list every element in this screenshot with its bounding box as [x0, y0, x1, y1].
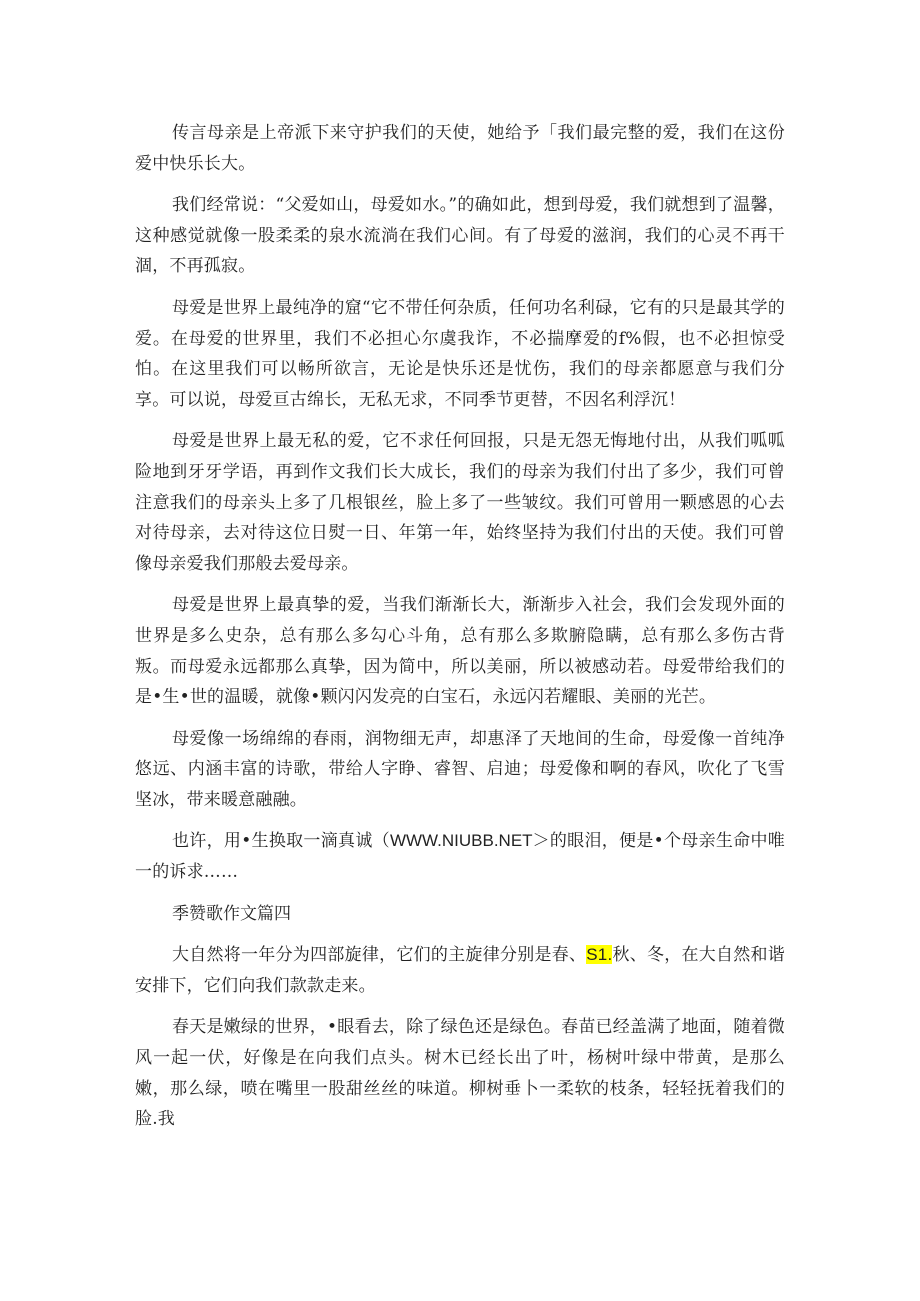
section-heading: 季赞歌作文篇四 [172, 903, 291, 924]
paragraph-spring-green: 春天是嫩绿的世界，•眼看去，除了绿色还是绿色。春苗已经盖满了地面，随着微风一起一伏，好像是在向我们点头。树木已经长出了叶，杨树叶绿中带黄，是那么嫩，那么绿，喷在嘴里一股甜丝丝的味道。柳树垂卜一柔软的枝条，轻轻抚着我们的脸.我 [135, 1017, 785, 1130]
paragraph-purest-love: 母爱是世界上最纯净的窟“它不带任何杂质，任何功名利碌，它有的只是最其学的爱。在母爱的世界里，我们不必担心尔虞我诈，不必揣摩爱的f%假，也不必担惊受怕。在这里我们可以畅所欲言，无论是快乐还是忧伤，我们的母亲都愿意与我们分享。可以说，母爱亘古绵长，无私无求，不同季节更替，不因名利浮沉！ [135, 297, 785, 410]
paragraph-sincere-love: 母爱是世界上最真挚的爱，当我们渐渐长大，渐渐步入社会，我们会发现外面的世界是多么史杂，总有那么多勾心斗角，总有那么多欺腑隐瞒，总有那么多伤古背叛。而母爱永远都那么真挚，因为简中，所以美丽，所以被感动若。母爱带给我们的是•生•世的温暖，就像•颗闪闪发亮的白宝石，永远闪若耀眼、美丽的光芒。 [135, 595, 785, 708]
paragraph-one-tear [135, 826, 785, 887]
document-body [135, 118, 785, 1146]
paragraph-one-tear-end: ＞的眼泪，便是•个母亲生命中唯一的诉求…… [135, 831, 785, 883]
paragraph-father-mountain: 我们经常说：“父爱如山，母爱如水。”的确如此，想到母爱，我们就想到了温馨，这种感觉就像一股柔柔的泉水流淌在我们心间。有了母爱的滋润，我们的心灵不再干涸，不再孤寂。 [135, 195, 785, 277]
paragraph-spring-rain: 母爱像一场绵绵的春雨，润物细无声，却惠泽了天地间的生命，母爱像一首纯净悠远、内涵丰富的诗歌，带给人字睁、睿智、启迪；母爱像和啊的春风，吹化了飞雪坚冰，带来暖意融融。 [135, 728, 785, 810]
highlighted-text: S1. [586, 945, 613, 965]
paragraph-one-tear-start: 也许，用•生换取一滴真诚（ [172, 831, 390, 852]
website-url: WWW.NIUBB.NET [389, 831, 533, 851]
paragraph-four-seasons-end: 秋、冬，在大自然和谐安排下，它们向我们款款走来。 [135, 945, 785, 996]
paragraph-selfless-love: 母爱是世界上最无私的爱，它不求任何回报，只是无怨无悔地付出，从我们呱呱险地到牙牙学语，再到作文我们长大成长，我们的母亲为我们付出了多少，我们可曾注意我们的母亲头上多了几根银丝，脸上多了一些皱纹。我们可曾用一颗感恩的心去对待母亲，去对待这位日熨一日、年第一年，始终坚持为我们付出的天使。我们可曾像母亲爱我们那般去爱母亲。 [135, 431, 785, 574]
paragraph-mother-angel: 传言母亲是上帝派下来守护我们的天使，她给予「我们最完整的爱，我们在这份爱中快乐长大。 [135, 123, 785, 174]
paragraph-four-seasons-start: 大自然将一年分为四部旋律，它们的主旋律分别是春、 [172, 945, 587, 966]
paragraph-four-seasons [135, 940, 785, 1001]
